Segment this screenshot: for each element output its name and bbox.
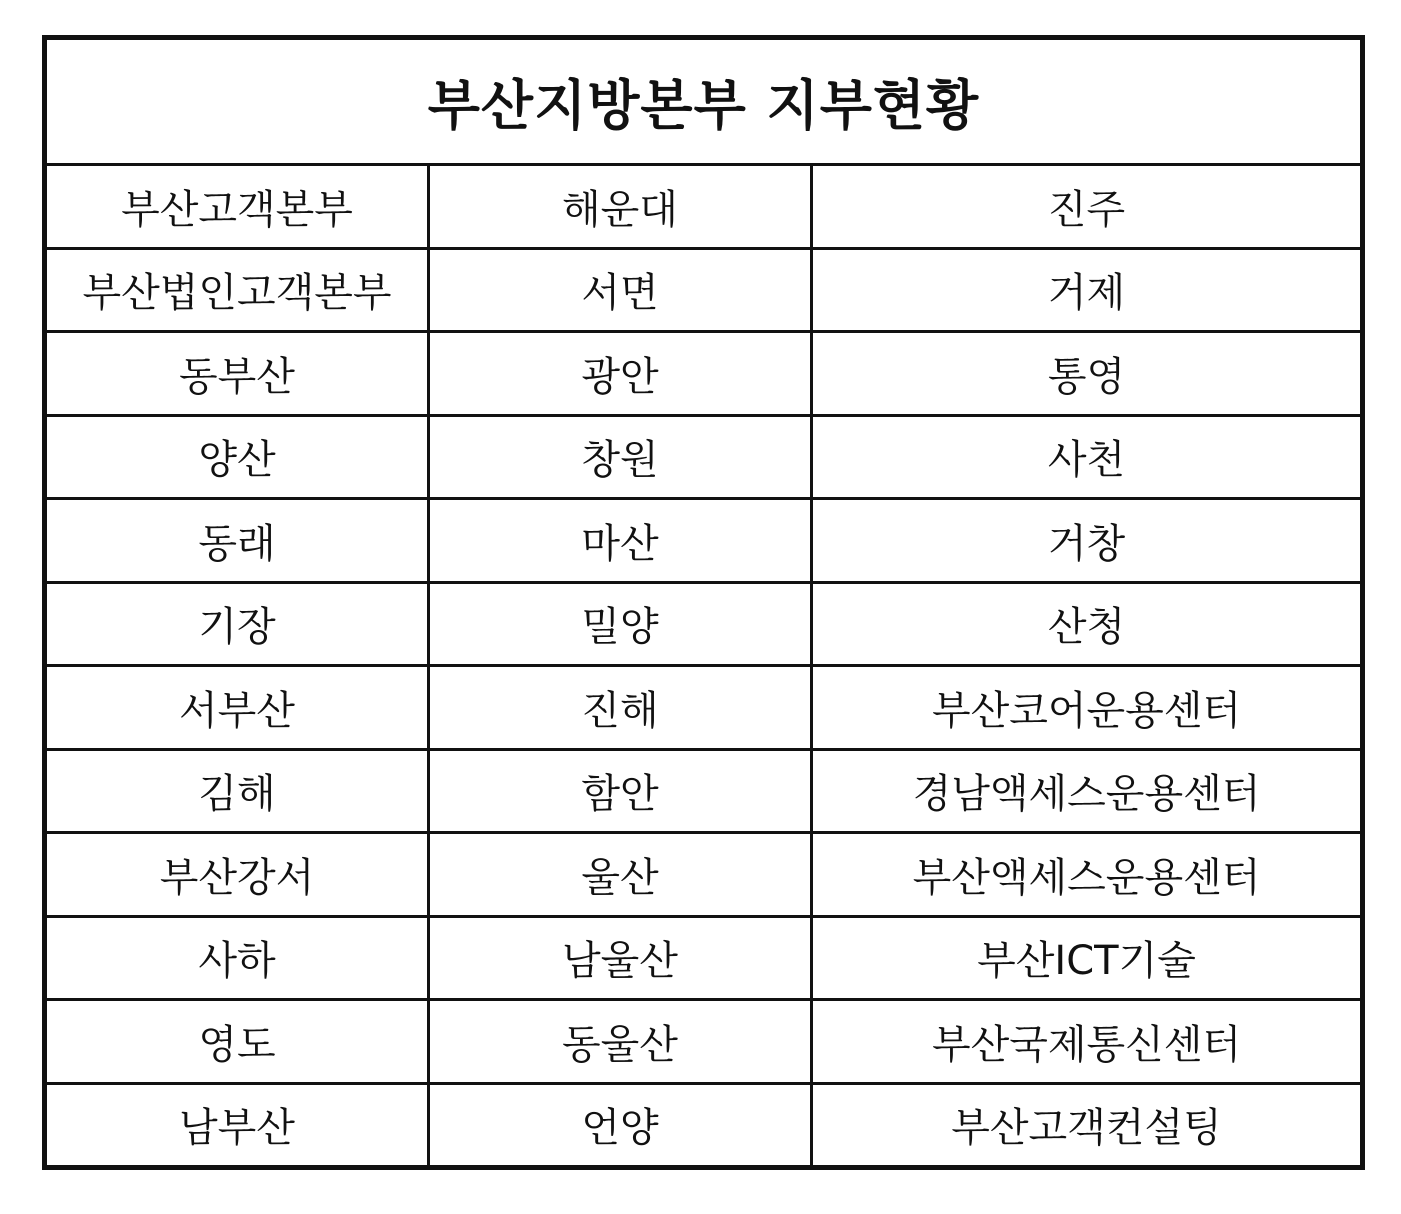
table-cell: 광안 bbox=[430, 333, 813, 414]
table-cell: 진주 bbox=[1047, 186, 1126, 233]
table-cell: 양산 bbox=[47, 417, 430, 498]
table-cell: 거제 bbox=[1047, 270, 1126, 317]
table-row bbox=[47, 667, 1360, 751]
table-cell: 마산 bbox=[430, 500, 813, 581]
table-cell: 부산고객컨설팅 bbox=[951, 1105, 1222, 1152]
table-row bbox=[47, 834, 1360, 918]
table-cell: 밀양 bbox=[430, 584, 813, 665]
table-cell: 언양 bbox=[430, 1085, 813, 1166]
table-cell: 해운대 bbox=[430, 166, 813, 247]
table-cell: 동래 bbox=[47, 500, 430, 581]
table-cell: 산청 bbox=[1047, 604, 1126, 651]
table-row bbox=[47, 1001, 1360, 1085]
table-row bbox=[47, 1085, 1360, 1166]
table-row bbox=[47, 166, 1360, 250]
table-cell: 부산ICT기술 bbox=[977, 938, 1196, 985]
table-row bbox=[47, 918, 1360, 1002]
table-cell: 동울산 bbox=[430, 1001, 813, 1082]
table-cell: 서부산 bbox=[47, 667, 430, 748]
table-cell: 김해 bbox=[47, 751, 430, 832]
table-row bbox=[47, 333, 1360, 417]
table-title: 부산지방본부 지부현황 bbox=[47, 40, 1360, 166]
table-cell: 동부산 bbox=[47, 333, 430, 414]
table-row bbox=[47, 584, 1360, 668]
table-cell: 부산액세스운용센터 bbox=[912, 854, 1261, 901]
table-cell: 통영 bbox=[1047, 353, 1126, 400]
table-cell: 남울산 bbox=[430, 918, 813, 999]
table-body bbox=[47, 166, 1360, 1165]
branch-table bbox=[42, 35, 1365, 1170]
table-cell: 기장 bbox=[47, 584, 430, 665]
table-cell: 남부산 bbox=[47, 1085, 430, 1166]
table-cell: 거창 bbox=[1047, 520, 1126, 567]
table-cell: 부산강서 bbox=[47, 834, 430, 915]
table-cell: 영도 bbox=[47, 1001, 430, 1082]
table-cell: 서면 bbox=[430, 250, 813, 331]
table-cell: 진해 bbox=[430, 667, 813, 748]
table-cell: 함안 bbox=[430, 751, 813, 832]
table-cell: 사하 bbox=[47, 918, 430, 999]
table-cell: 부산국제통신센터 bbox=[931, 1021, 1242, 1068]
table-row bbox=[47, 751, 1360, 835]
table-cell: 부산법인고객본부 bbox=[47, 250, 430, 331]
table-cell: 사천 bbox=[1047, 437, 1126, 484]
table-cell: 부산고객본부 bbox=[47, 166, 430, 247]
table-cell: 울산 bbox=[430, 834, 813, 915]
table-cell: 부산코어운용센터 bbox=[931, 687, 1242, 734]
table-row bbox=[47, 417, 1360, 501]
table-row bbox=[47, 500, 1360, 584]
table-cell: 창원 bbox=[430, 417, 813, 498]
table-row bbox=[47, 250, 1360, 334]
table-cell: 경남액세스운용센터 bbox=[912, 771, 1261, 818]
